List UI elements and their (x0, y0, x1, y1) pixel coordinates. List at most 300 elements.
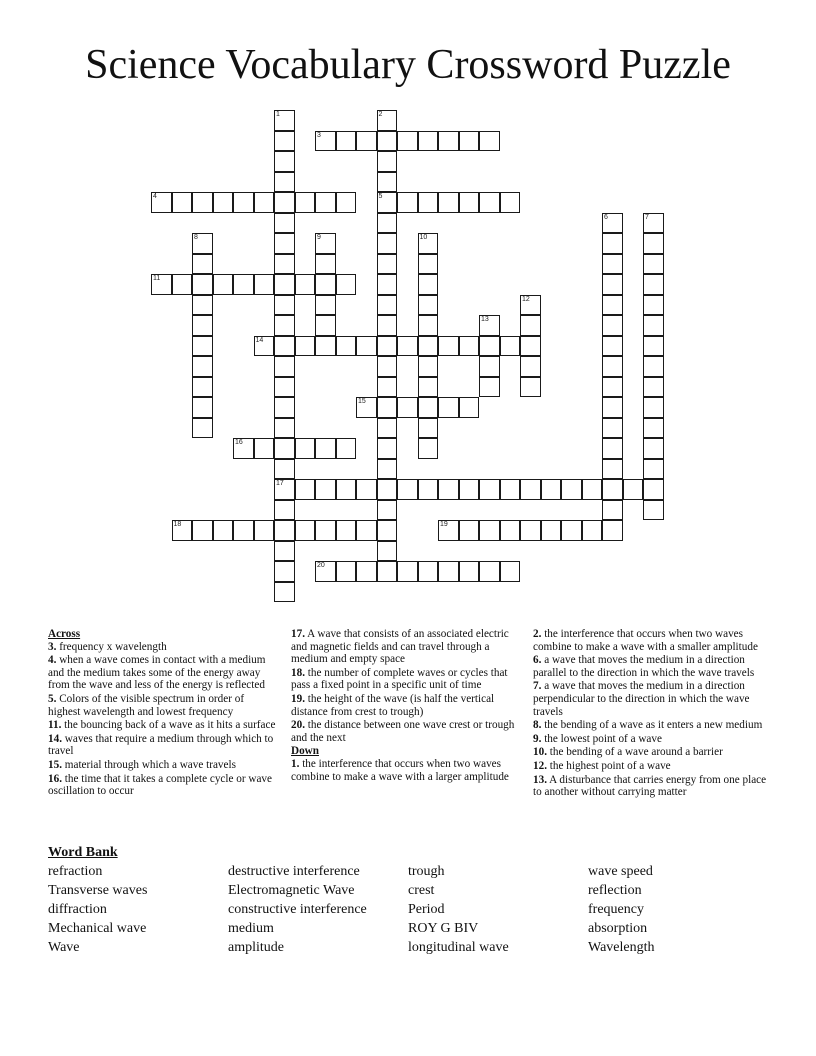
crossword-cell[interactable] (192, 192, 213, 213)
crossword-cell[interactable] (500, 336, 521, 357)
crossword-cell[interactable] (254, 192, 275, 213)
crossword-cell[interactable] (274, 479, 295, 500)
crossword-cell[interactable] (377, 172, 398, 193)
word-bank-list (48, 862, 768, 962)
crossword-cell[interactable] (397, 336, 418, 357)
down-clue (533, 760, 768, 773)
crossword-cell[interactable] (643, 213, 664, 234)
clue-text: waves that require a medium through which to travel (48, 732, 274, 758)
crossword-cell[interactable] (500, 479, 521, 500)
word-bank-item: ROY G BIV (408, 921, 479, 936)
crossword-cell[interactable] (192, 336, 213, 357)
down-clue-list (291, 758, 523, 783)
crossword-cell[interactable] (643, 459, 664, 480)
crossword-cell[interactable] (274, 274, 295, 295)
word-bank-item: crest (408, 883, 435, 898)
crossword-cell[interactable] (397, 561, 418, 582)
crossword-cell[interactable] (315, 192, 336, 213)
clue-number: 8 (194, 234, 198, 241)
crossword-cell[interactable] (274, 315, 295, 336)
crossword-cell[interactable] (541, 479, 562, 500)
crossword-cell[interactable] (172, 274, 193, 295)
crossword-cell[interactable] (377, 356, 398, 377)
crossword-cell[interactable] (336, 561, 357, 582)
clue-number: 13 (481, 316, 489, 323)
crossword-cell[interactable] (500, 192, 521, 213)
across-clue (48, 693, 276, 718)
clue-text: A wave that consists of an associated electric and magnetic fields and can travel through a medium and empty space (291, 628, 509, 666)
crossword-cell[interactable] (274, 418, 295, 439)
crossword-cell[interactable] (643, 397, 664, 418)
word-bank-item: wave speed (588, 864, 653, 879)
crossword-cell[interactable] (643, 500, 664, 521)
clue-number: 2 (378, 111, 383, 118)
word-bank-item: reflection (588, 883, 642, 898)
word-bank-item: Mechanical wave (48, 921, 147, 936)
crossword-cell[interactable] (192, 418, 213, 439)
crossword-cell[interactable] (377, 274, 398, 295)
crossword-cell[interactable] (315, 315, 336, 336)
crossword-cell[interactable] (479, 377, 500, 398)
crossword-cell[interactable] (151, 274, 172, 295)
crossword-cell[interactable] (172, 192, 193, 213)
crossword-cell[interactable] (295, 520, 316, 541)
crossword-cell[interactable] (418, 192, 439, 213)
clue-number: 6 (604, 213, 608, 221)
crossword-cell[interactable] (643, 295, 664, 316)
crossword-cell[interactable] (438, 336, 459, 357)
crossword-cell[interactable] (479, 561, 500, 582)
down-clue (533, 680, 768, 718)
crossword-cell[interactable] (213, 274, 234, 295)
clue-text: the interference that occurs when two waves combine to make a wave with a larger amplitude (291, 757, 509, 783)
word-bank (48, 844, 768, 962)
crossword-cell[interactable] (315, 520, 336, 541)
crossword-cell[interactable] (643, 479, 664, 500)
crossword-cell[interactable] (438, 192, 459, 213)
crossword-cell[interactable] (418, 418, 439, 439)
crossword-cell[interactable] (233, 192, 254, 213)
crossword-cell[interactable] (274, 131, 295, 152)
crossword-cell[interactable] (274, 520, 295, 541)
crossword-cell[interactable] (356, 397, 377, 418)
crossword-cell[interactable] (274, 459, 295, 480)
clue-number: 6. (533, 654, 542, 667)
crossword-cell[interactable] (377, 541, 398, 562)
crossword-cell[interactable] (479, 336, 500, 357)
clue-text: the number of complete waves or cycles that pass a fixed point in a specific unit of time (291, 666, 508, 692)
crossword-cell[interactable] (192, 315, 213, 336)
crossword-cell[interactable] (602, 356, 623, 377)
clue-number: 13. (533, 773, 547, 786)
crossword-cell[interactable] (274, 541, 295, 562)
word-bank-item: medium (228, 921, 274, 936)
crossword-cell[interactable] (500, 520, 521, 541)
crossword-cell[interactable] (520, 479, 541, 500)
across-clue (48, 641, 276, 654)
down-clue (533, 774, 768, 799)
crossword-cell[interactable] (274, 151, 295, 172)
crossword-cell[interactable] (356, 479, 377, 500)
crossword-cell[interactable] (459, 520, 480, 541)
clue-number: 4. (48, 654, 57, 667)
crossword-cell[interactable] (377, 418, 398, 439)
crossword-cell[interactable] (479, 192, 500, 213)
crossword-cell[interactable] (418, 336, 439, 357)
crossword-cell[interactable] (233, 520, 254, 541)
clue-number: 4 (153, 193, 157, 200)
crossword-cell[interactable] (192, 377, 213, 398)
crossword-cell[interactable] (418, 561, 439, 582)
crossword-cell[interactable] (192, 254, 213, 275)
crossword-cell[interactable] (274, 192, 295, 213)
crossword-cell[interactable] (397, 192, 418, 213)
crossword-cell[interactable] (377, 438, 398, 459)
clue-number: 9. (533, 732, 542, 745)
clue-number: 12. (533, 759, 547, 772)
crossword-cell[interactable] (295, 479, 316, 500)
word-bank-item: amplitude (228, 940, 284, 955)
clue-number: 3. (48, 640, 57, 653)
across-clue-list-continued (291, 628, 523, 744)
across-clue-list (48, 641, 276, 798)
crossword-cell[interactable] (254, 520, 275, 541)
crossword-cell[interactable] (418, 377, 439, 398)
crossword-cell[interactable] (377, 213, 398, 234)
crossword-cell[interactable] (418, 479, 439, 500)
crossword-cell[interactable] (274, 397, 295, 418)
crossword-cell[interactable] (643, 377, 664, 398)
crossword-cell[interactable] (438, 479, 459, 500)
crossword-cell[interactable] (438, 561, 459, 582)
crossword-cell[interactable] (602, 213, 623, 234)
crossword-cell[interactable] (192, 520, 213, 541)
crossword-cell[interactable] (377, 397, 398, 418)
crossword-cell[interactable] (418, 274, 439, 295)
clue-number: 11 (153, 275, 161, 282)
clue-text: a wave that moves the medium in a direction parallel to the direction in which the wave travels (533, 654, 755, 679)
clue-text: the lowest point of a wave (541, 732, 662, 745)
crossword-cell[interactable] (274, 500, 295, 521)
crossword-cell[interactable] (479, 479, 500, 500)
crossword-cell[interactable] (356, 561, 377, 582)
crossword-cell[interactable] (520, 377, 541, 398)
crossword-cell[interactable] (233, 274, 254, 295)
clue-number: 5 (378, 193, 383, 200)
crossword-cell[interactable] (602, 500, 623, 521)
crossword-cell[interactable] (459, 479, 480, 500)
crossword-cell[interactable] (254, 274, 275, 295)
crossword-cell[interactable] (377, 500, 398, 521)
crossword-cell[interactable] (479, 131, 500, 152)
crossword-cell[interactable] (602, 377, 623, 398)
clue-number: 1 (276, 111, 280, 118)
word-bank-item: Period (408, 902, 445, 917)
crossword-cell[interactable] (274, 213, 295, 234)
crossword-cell[interactable] (623, 479, 644, 500)
word-bank-item: diffraction (48, 902, 107, 917)
crossword-cell[interactable] (336, 274, 357, 295)
crossword-cell[interactable] (377, 377, 398, 398)
crossword-cell[interactable] (192, 233, 213, 254)
crossword-cell[interactable] (295, 438, 316, 459)
clue-text: the bouncing back of a wave as it hits a surface (61, 719, 276, 732)
crossword-cell[interactable] (336, 131, 357, 152)
clue-number: 14 (255, 336, 264, 344)
crossword-cell[interactable] (602, 336, 623, 357)
crossword-cell[interactable] (315, 561, 336, 582)
across-clue (48, 759, 276, 772)
crossword-cell[interactable] (418, 315, 439, 336)
crossword-cell[interactable] (274, 295, 295, 316)
crossword-cell[interactable] (274, 172, 295, 193)
crossword-cell[interactable] (418, 356, 439, 377)
clue-number: 20 (317, 562, 325, 569)
crossword-cell[interactable] (274, 377, 295, 398)
crossword-cell[interactable] (377, 151, 398, 172)
crossword-cell[interactable] (582, 520, 603, 541)
clue-text: the highest point of a wave (546, 759, 671, 772)
across-clue (48, 654, 276, 692)
crossword-cell[interactable] (520, 315, 541, 336)
crossword-cell[interactable] (274, 356, 295, 377)
crossword-cell[interactable] (233, 438, 254, 459)
crossword-cell[interactable] (438, 397, 459, 418)
crossword-cell[interactable] (643, 418, 664, 439)
crossword-cell[interactable] (582, 479, 603, 500)
crossword-cell[interactable] (602, 274, 623, 295)
crossword-cell[interactable] (377, 233, 398, 254)
crossword-cell[interactable] (602, 233, 623, 254)
word-bank-item: trough (408, 864, 445, 879)
crossword-cell[interactable] (479, 356, 500, 377)
crossword-cell[interactable] (172, 520, 193, 541)
crossword-cell[interactable] (643, 233, 664, 254)
crossword-cell[interactable] (643, 336, 664, 357)
clue-number: 2. (533, 628, 542, 640)
clue-number: 18 (173, 521, 182, 528)
across-clue (48, 733, 276, 758)
word-bank-item: longitudinal wave (408, 940, 509, 955)
crossword-cell[interactable] (418, 131, 439, 152)
crossword-cell[interactable] (602, 315, 623, 336)
crossword-cell[interactable] (192, 356, 213, 377)
down-heading: Down (291, 745, 319, 758)
clue-number: 15 (358, 398, 366, 405)
crossword-cell[interactable] (418, 233, 439, 254)
page-title: Science Vocabulary Crossword Puzzle (85, 42, 731, 88)
crossword-cell[interactable] (438, 520, 459, 541)
clue-number: 16. (48, 772, 62, 785)
clue-text: A disturbance that carries energy from one place to another without carrying matter (533, 773, 767, 799)
crossword-cell[interactable] (315, 274, 336, 295)
across-clue (291, 628, 523, 666)
crossword-cell[interactable] (336, 438, 357, 459)
across-clue (291, 693, 523, 718)
down-clue (533, 746, 768, 759)
crossword-cell[interactable] (151, 192, 172, 213)
down-clue (533, 733, 768, 746)
crossword-cell[interactable] (315, 479, 336, 500)
crossword-cell[interactable] (315, 254, 336, 275)
crossword-cell[interactable] (377, 110, 398, 131)
crossword-cell[interactable] (643, 438, 664, 459)
crossword-cell[interactable] (254, 438, 275, 459)
clue-text: the bending of a wave as it enters a new medium (541, 719, 763, 732)
crossword-cell[interactable] (459, 192, 480, 213)
down-clue (533, 719, 768, 732)
clue-number: 15. (48, 758, 62, 771)
clue-text: the interference that occurs when two waves combine to make a wave with a smaller amplitude (533, 628, 758, 653)
crossword-cell[interactable] (192, 295, 213, 316)
crossword-cell[interactable] (561, 520, 582, 541)
crossword-cell[interactable] (315, 233, 336, 254)
crossword-cell[interactable] (500, 561, 521, 582)
crossword-cell[interactable] (315, 295, 336, 316)
crossword-cell[interactable] (377, 459, 398, 480)
crossword-cell[interactable] (336, 479, 357, 500)
crossword-cell[interactable] (643, 356, 664, 377)
crossword-cell[interactable] (520, 356, 541, 377)
crossword-cell[interactable] (377, 561, 398, 582)
crossword-cell[interactable] (602, 397, 623, 418)
crossword-cell[interactable] (520, 520, 541, 541)
crossword-cell[interactable] (192, 274, 213, 295)
crossword-cell[interactable] (254, 336, 275, 357)
clue-number: 11. (48, 719, 62, 732)
crossword-cell[interactable] (459, 561, 480, 582)
clue-number: 17 (276, 480, 284, 487)
crossword-cell[interactable] (192, 397, 213, 418)
crossword-cell[interactable] (561, 479, 582, 500)
clue-number: 8. (533, 719, 542, 732)
crossword-cell[interactable] (418, 254, 439, 275)
crossword-cell[interactable] (336, 520, 357, 541)
crossword-cell[interactable] (602, 520, 623, 541)
clue-text: the height of the wave (is half the vertical distance from crest to trough) (291, 692, 495, 718)
word-bank-item: Wavelength (588, 940, 655, 955)
down-clue (291, 758, 523, 783)
clue-number: 14. (48, 732, 62, 745)
crossword-cell[interactable] (315, 438, 336, 459)
clue-number: 7. (533, 680, 542, 693)
crossword-cell[interactable] (377, 336, 398, 357)
crossword-cell[interactable] (274, 561, 295, 582)
clue-number: 20. (291, 719, 305, 732)
crossword-cell[interactable] (274, 254, 295, 275)
clues-column-1 (48, 628, 276, 799)
crossword-cell[interactable] (377, 315, 398, 336)
crossword-cell[interactable] (315, 131, 336, 152)
crossword-cell[interactable] (356, 520, 377, 541)
crossword-cell[interactable] (377, 479, 398, 500)
across-clue (291, 667, 523, 692)
crossword-cell[interactable] (541, 520, 562, 541)
down-clue-list-continued (533, 628, 768, 799)
crossword-cell[interactable] (418, 295, 439, 316)
crossword-cell[interactable] (520, 336, 541, 357)
crossword-cell[interactable] (213, 192, 234, 213)
crossword-cell[interactable] (274, 438, 295, 459)
crossword-cell[interactable] (356, 131, 377, 152)
crossword-cell[interactable] (397, 479, 418, 500)
crossword-cell[interactable] (315, 336, 336, 357)
crossword-cell[interactable] (602, 418, 623, 439)
crossword-cell[interactable] (397, 131, 418, 152)
clue-number: 19. (291, 692, 305, 705)
crossword-cell[interactable] (602, 295, 623, 316)
crossword-cell[interactable] (274, 233, 295, 254)
clues-column-3 (533, 628, 768, 800)
crossword-cell[interactable] (418, 397, 439, 418)
word-bank-item: constructive interference (228, 902, 367, 917)
crossword-cell[interactable] (459, 336, 480, 357)
crossword-cell[interactable] (274, 582, 295, 603)
crossword-cell[interactable] (377, 131, 398, 152)
crossword-cell[interactable] (602, 438, 623, 459)
crossword-cell[interactable] (397, 397, 418, 418)
clue-text: the bending of a wave around a barrier (546, 746, 723, 759)
down-clue (533, 628, 768, 653)
crossword-cell[interactable] (459, 397, 480, 418)
word-bank-item: Transverse waves (48, 883, 148, 898)
crossword-cell[interactable] (377, 192, 398, 213)
clue-number: 1. (291, 757, 300, 770)
crossword-cell[interactable] (438, 131, 459, 152)
clue-number: 10 (419, 234, 428, 241)
word-bank-title: Word Bank (48, 845, 118, 860)
clue-text: the distance between one wave crest or trough and the next (291, 719, 515, 744)
crossword-cell[interactable] (377, 520, 398, 541)
crossword-cell[interactable] (295, 192, 316, 213)
crossword-cell[interactable] (602, 459, 623, 480)
crossword-cell[interactable] (418, 438, 439, 459)
clue-number: 16 (235, 439, 243, 446)
clue-number: 12 (522, 295, 530, 303)
word-bank-item: destructive interference (228, 864, 360, 879)
crossword-cell[interactable] (479, 315, 500, 336)
clue-number: 17. (291, 628, 305, 640)
crossword-cell[interactable] (336, 336, 357, 357)
crossword-cell[interactable] (213, 520, 234, 541)
crossword-cell[interactable] (295, 274, 316, 295)
clues-column-2 (291, 628, 523, 784)
word-bank-item: Electromagnetic Wave (228, 883, 355, 898)
crossword-cell[interactable] (602, 479, 623, 500)
crossword-cell[interactable] (274, 336, 295, 357)
crossword-cell[interactable] (520, 295, 541, 316)
crossword-cell[interactable] (459, 131, 480, 152)
clue-text: the time that it takes a complete cycle or wave oscillation to occur (48, 772, 272, 798)
crossword-cell[interactable] (336, 192, 357, 213)
crossword-cell[interactable] (274, 110, 295, 131)
clue-number: 18. (291, 666, 305, 679)
word-bank-item: frequency (588, 902, 644, 917)
crossword-cell[interactable] (356, 336, 377, 357)
clue-text: a wave that moves the medium in a direction perpendicular to the direction in which the wave travels (533, 680, 750, 718)
crossword-cell[interactable] (643, 315, 664, 336)
crossword-cell[interactable] (377, 254, 398, 275)
across-clue (48, 719, 276, 732)
crossword-cell[interactable] (377, 295, 398, 316)
clue-number: 5. (48, 692, 57, 705)
word-bank-item: refraction (48, 864, 103, 879)
crossword-cell[interactable] (643, 274, 664, 295)
crossword-cell[interactable] (479, 520, 500, 541)
crossword-cell[interactable] (295, 336, 316, 357)
crossword-cell[interactable] (602, 254, 623, 275)
crossword-cell[interactable] (643, 254, 664, 275)
